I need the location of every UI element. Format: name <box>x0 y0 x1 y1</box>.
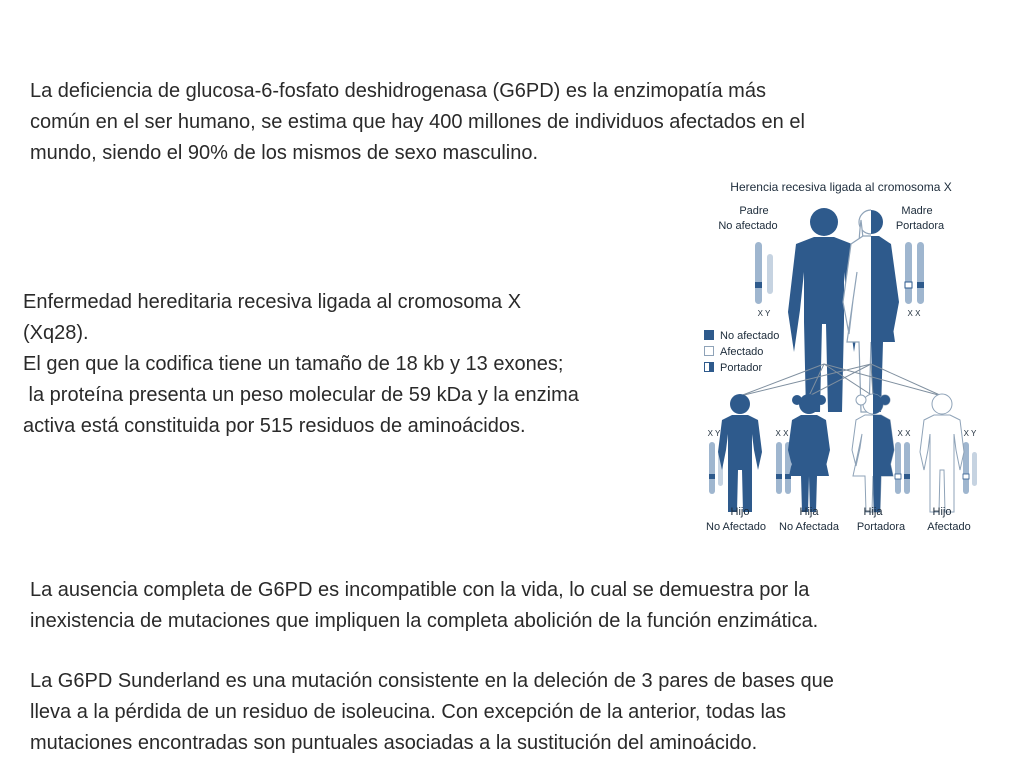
child2-chromosome-label: X X <box>775 429 789 438</box>
mother-chromosome-label: X X <box>907 309 921 318</box>
child4-chromosome-label: X Y <box>963 429 977 438</box>
father-chromosomes <box>755 242 773 318</box>
paragraph-absence <box>30 575 818 637</box>
legend-swatch-unaffected <box>704 330 714 340</box>
child2-status-label: No Afectada <box>779 521 839 533</box>
child3-status-label: Portadora <box>856 521 906 533</box>
paragraph-line: mundo, siendo el 90% de los mismos de sexo masculino. <box>30 142 539 164</box>
inheritance-figure <box>696 174 986 540</box>
figure-title: Herencia recesiva ligada al cromosoma X <box>730 180 952 194</box>
child1-status-label: No Afectado <box>706 521 766 533</box>
paragraph-line: La deficiencia de glucosa-6-fosfato deshidrogenasa (G6PD) es la enzimopatía más <box>30 80 766 102</box>
paragraph-line: común en el ser humano, se estima que hay 400 millones de individuos afectados en el <box>30 111 805 133</box>
son-affected-silhouette <box>920 394 964 512</box>
child1-role-label: Hijo <box>730 506 750 518</box>
paragraph-line: La G6PD Sunderland es una mutación consistente en la deleción de 3 pares de bases que <box>30 670 834 692</box>
paragraph-line: Enfermedad hereditaria recesiva ligada al cromosoma X <box>23 291 522 313</box>
paragraph-line: inexistencia de mutaciones que impliquen la completa abolición de la función enzimática. <box>30 610 819 632</box>
legend-label-unaffected: No afectado <box>720 330 780 342</box>
child4-role-label: Hijo <box>932 506 952 518</box>
father-status-label: No afectado <box>718 220 778 232</box>
inheritance-diagram <box>696 174 986 540</box>
paragraph-line: mutaciones encontradas son puntuales asociadas a la sustitución del aminoácido. <box>30 732 758 754</box>
paragraph-prevalence <box>30 76 805 169</box>
paragraph-line: El gen que la codifica tiene un tamaño de 18 kb y 13 exones; <box>23 353 564 375</box>
daughter-carrier-silhouette <box>852 394 894 512</box>
paragraph-sunderland <box>30 666 834 759</box>
paragraph-line: lleva a la pérdida de un residuo de isoleucina. Con excepción de la anterior, todas las <box>30 701 787 723</box>
child2-role-label: Hija <box>799 506 819 518</box>
child1-chromosome-label: X Y <box>707 429 721 438</box>
paragraph-line: La ausencia completa de G6PD es incompatible con la vida, lo cual se demuestra por la <box>30 579 810 601</box>
mother-chromosomes <box>905 242 924 318</box>
father-role-label: Padre <box>739 205 769 217</box>
child3-chromosome-label: X X <box>897 429 911 438</box>
paragraph-genetics <box>23 287 579 442</box>
paragraph-line: la proteína presenta un peso molecular de 59 kDa y la enzima <box>23 384 579 406</box>
son-unaffected-silhouette <box>718 394 762 512</box>
legend-label-affected: Afectado <box>720 346 764 358</box>
legend <box>704 330 779 374</box>
child4-status-label: Afectado <box>927 521 971 533</box>
mother-status-label: Portadora <box>895 220 945 232</box>
paragraph-line: (Xq28). <box>23 322 89 344</box>
mother-role-label: Madre <box>901 205 933 217</box>
legend-label-carrier: Portador <box>720 362 763 374</box>
paragraph-line: activa está constituida por 515 residuos de aminoácidos. <box>23 415 526 437</box>
child3-role-label: Hija <box>863 506 883 518</box>
father-chromosome-label: X Y <box>757 309 771 318</box>
daughter-unaffected-silhouette <box>788 394 830 512</box>
legend-swatch-affected <box>705 347 714 356</box>
